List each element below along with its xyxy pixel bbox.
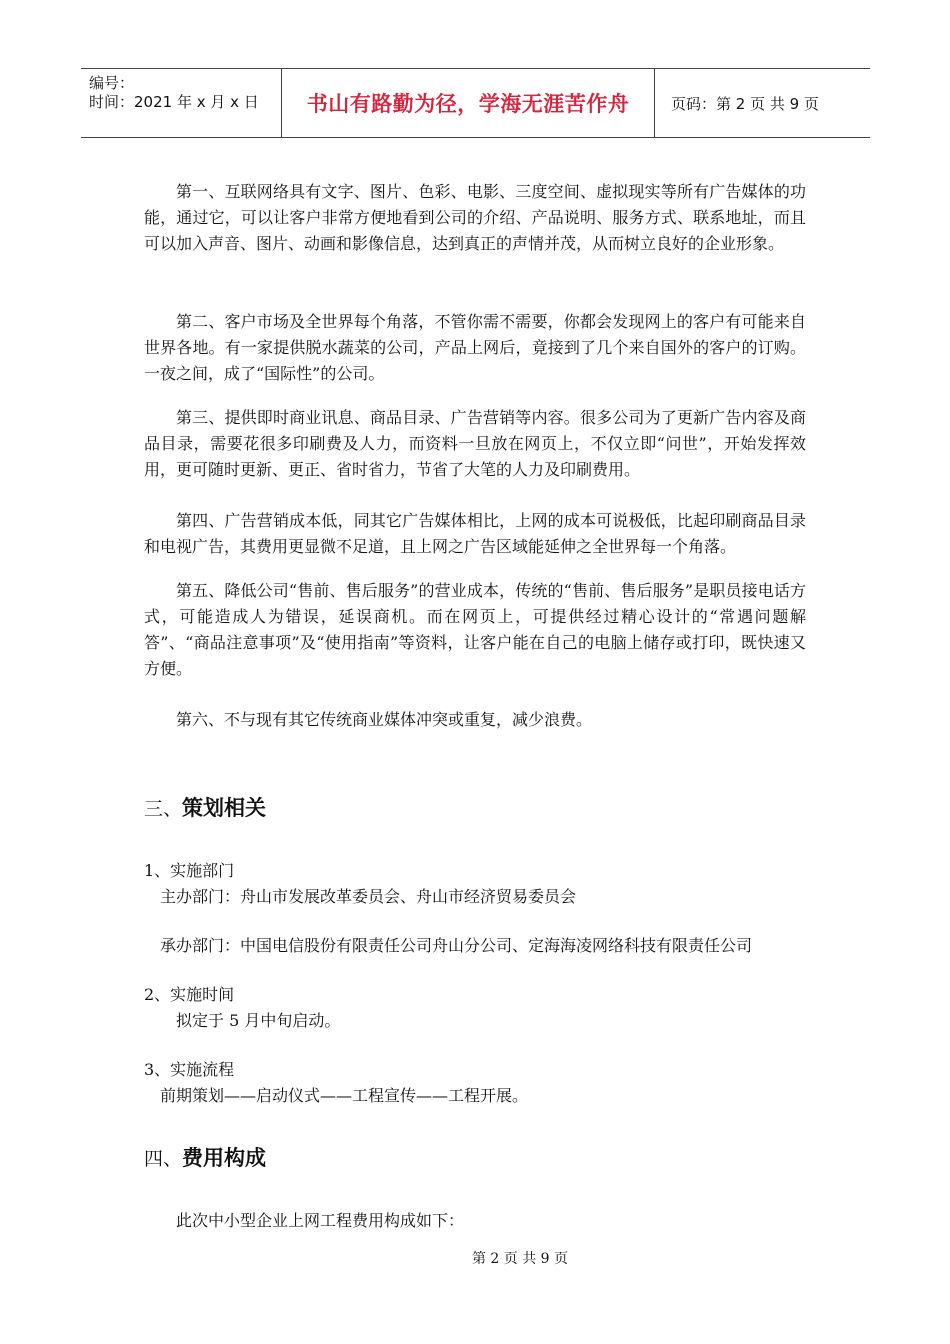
item-3-text: 前期策划——启动仪式——工程宣传——工程开展。	[160, 1086, 529, 1105]
item-3-title: 3、实施流程	[144, 1060, 235, 1079]
motto: 书山有路勤为径，学海无涯苦作舟	[306, 92, 630, 116]
paragraph-4: 第四、广告营销成本低，同其它广告媒体相比，上网的成本可说极低，比起印刷商品目录和电视广告，其费用更显微不足道，且上网之广告区域能延伸之全世界每一个角落。	[144, 511, 806, 556]
section-3-title: 策划相关	[182, 796, 267, 820]
section-4-intro: 此次中小型企业上网工程费用构成如下：	[176, 1211, 465, 1230]
document-header	[81, 68, 870, 138]
paragraph-5: 第五、降低公司“售前、售后服务”的营业成本，传统的“售前、售后服务”是职员接电话方式，可能造成人为错误，延误商机。而在网页上，可提供经过精心设计的“常遇问题解答”、“商品注意事项”及“使用指南”等资料，让客户能在自己的电脑上储存或打印，既快速又方便。	[144, 581, 806, 678]
section-4-title: 费用构成	[182, 1146, 267, 1170]
date-label: 时间：2021 年 x 月 x 日	[89, 93, 259, 111]
paragraph-3: 第三、提供即时商业讯息、商品目录、广告营销等内容。很多公司为了更新广告内容及商品目录，需要花很多印刷费及人力，而资料一旦放在网页上，不仅立即“问世”，开始发挥效用，更可随时更新、更正、省时省力，节省了大笔的人力及印刷费用。	[144, 408, 806, 479]
number-label: 编号：	[89, 74, 135, 92]
section-4-heading	[144, 1142, 266, 1172]
item-1-title: 1、实施部门	[144, 861, 235, 880]
item-2-title: 2、实施时间	[144, 985, 235, 1004]
paragraph-1: 第一、互联网络具有文字、图片、色彩、电影、三度空间、虚拟现实等所有广告媒体的功能，通过它，可以让客户非常方便地看到公司的介绍、产品说明、服务方式、联系地址，而且可以加入声音、图片、动画和影像信息，达到真正的声情并茂，从而树立良好的企业形象。	[144, 182, 806, 253]
header-motto-cell	[282, 69, 655, 137]
header-page-cell	[663, 69, 870, 137]
section-4-number: 四、	[144, 1148, 183, 1170]
section-3-number: 三、	[144, 798, 183, 820]
item-1-undertake: 承办部门：中国电信股份有限责任公司舟山分公司、定海海凌网络科技有限责任公司	[160, 936, 753, 955]
paragraph-6: 第六、不与现有其它传统商业媒体冲突或重复，减少浪费。	[176, 710, 593, 729]
page-code: 页码：第 2 页 共 9 页	[671, 94, 819, 113]
item-1-host: 主办部门：舟山市发展改革委员会、舟山市经济贸易委员会	[160, 887, 577, 906]
paragraph-2: 第二、客户市场及全世界每个角落，不管你需不需要，你都会发现网上的客户有可能来自世界各地。有一家提供脱水蔬菜的公司，产品上网后，竟接到了几个来自国外的客户的订购。一夜之间，成了“国际性”的公司。	[144, 312, 806, 383]
header-info-cell	[81, 69, 282, 137]
item-2-text: 拟定于 5 月中旬启动。	[176, 1011, 341, 1030]
page-footer: 第 2 页 共 9 页	[471, 1251, 569, 1267]
section-3-heading	[144, 792, 266, 822]
